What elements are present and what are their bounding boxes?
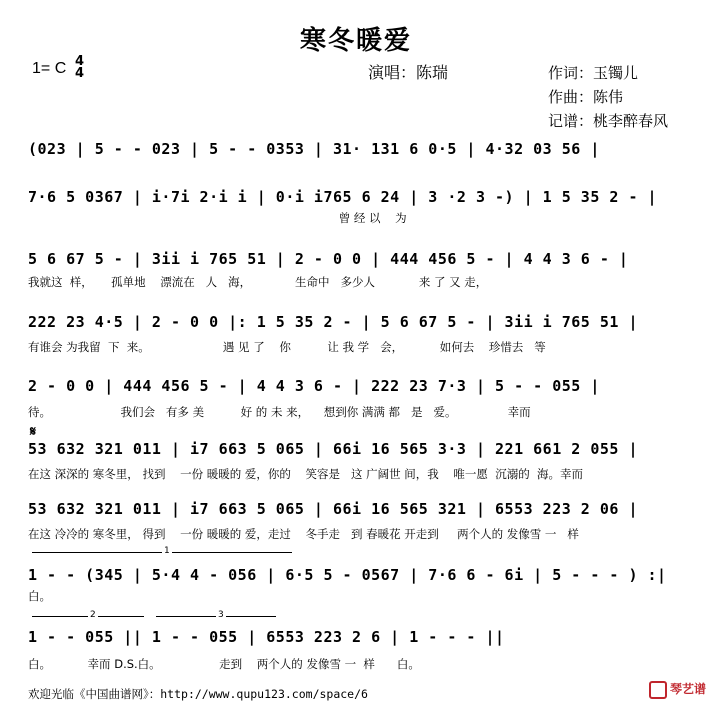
- row-lyrics: 在这 深深的 寒冬里， 找到 一份 暖暖的 爱，你的 笑容是 这 广阔世 间，我 唯一愿 沉溺的 海。幸而: [28, 467, 584, 481]
- logo-icon: [649, 681, 667, 699]
- time-signature: [75, 56, 84, 80]
- row-notes: 1 - - (345 | 5·4 4 - 056 | 6·5 5 - 0567 | 7·6 6 - 6i | 5 - - - ) :|: [28, 566, 667, 584]
- row-notes: 53 632 321 011 | i7 663 5 065 | 66i 16 565 321 | 6553 223 2 06 |: [28, 500, 638, 518]
- site-logo: [649, 680, 706, 699]
- row-notes: 1 - - 055 || 1 - - 055 | 6553 223 2 6 | 1 - - - ||: [28, 628, 505, 646]
- row-lyrics: 在这 冷冷的 寒冬里， 得到 一份 暖暖的 爱，走过 冬手走 到 春暖花 开走到 两个人的 发像雪 一 样: [28, 527, 579, 541]
- row-notes: 53 632 321 011 | i7 663 5 065 | 66i 16 565 3·3 | 221 661 2 055 |: [28, 440, 638, 458]
- volta-number: 1: [164, 546, 170, 556]
- lyricist-credit: 作词：玉镯儿: [548, 64, 639, 82]
- logo-text: 琴艺谱: [669, 682, 706, 696]
- row-notes: 5 6 67 5 - | 3ii i 765 51 | 2 - 0 0 | 444 456 5 - | 4 4 3 6 - |: [28, 250, 629, 268]
- row-lyrics: 待。 我们会 有多 美 好 的 未 来， 想到你 满满 都 是 爱。 幸而: [28, 405, 531, 419]
- key-signature: 1= C: [32, 60, 67, 77]
- composer-credit: 作曲：陈伟: [548, 88, 624, 106]
- meter-top: 4: [75, 54, 85, 69]
- row-lyrics: 白。 幸而 D.S.白。 走到 两个人的 发像雪 一 样 白。: [28, 657, 420, 671]
- row-lyrics: 我就这 样， 孤单地 漂流在 人 海， 生命中 多少人 来 了 又 走，: [28, 275, 488, 289]
- volta-bracket-3: [156, 610, 276, 620]
- singer-credit: 演唱：陈瑞: [368, 63, 449, 82]
- volta-number: 3: [218, 610, 224, 620]
- row-notes: 7·6 5 0367 | i·7i 2·i i | 0·i i765 6 24 | 3 ·2 3 -) | 1 5 35 2 - |: [28, 188, 658, 206]
- page-title: 寒冬暖爱: [299, 26, 412, 56]
- row-notes: (023 | 5 - - 023 | 5 - - 0353 | 31· 131 6 0·5 | 4·32 03 56 |: [28, 140, 600, 158]
- volta-number: 2: [90, 610, 96, 620]
- row-lyrics: 白。: [28, 589, 51, 603]
- row-lyrics: 曾 经 以 为: [28, 211, 407, 225]
- row-notes: 2 - 0 0 | 444 456 5 - | 4 4 3 6 - | 222 23 7·3 | 5 - - 055 |: [28, 377, 600, 395]
- row-notes: 222 23 4·5 | 2 - 0 0 |: 1 5 35 2 - | 5 6 67 5 - | 3ii i 765 51 |: [28, 313, 638, 331]
- meter-bottom: 4: [75, 66, 85, 81]
- volta-bracket-2: [32, 610, 144, 620]
- volta-bracket-1: [32, 546, 292, 556]
- segno-sign: 𝄋: [30, 424, 37, 440]
- footer-link[interactable]: 欢迎光临《中国曲谱网》：http://www.qupu123.com/space/6: [28, 687, 368, 701]
- transcriber-credit: 记谱：桃李醉春风: [548, 112, 669, 130]
- row-lyrics: 有谁会 为我留 下 来。 遇 见 了 你 让 我 学 会， 如何去 珍惜去 等: [28, 340, 546, 354]
